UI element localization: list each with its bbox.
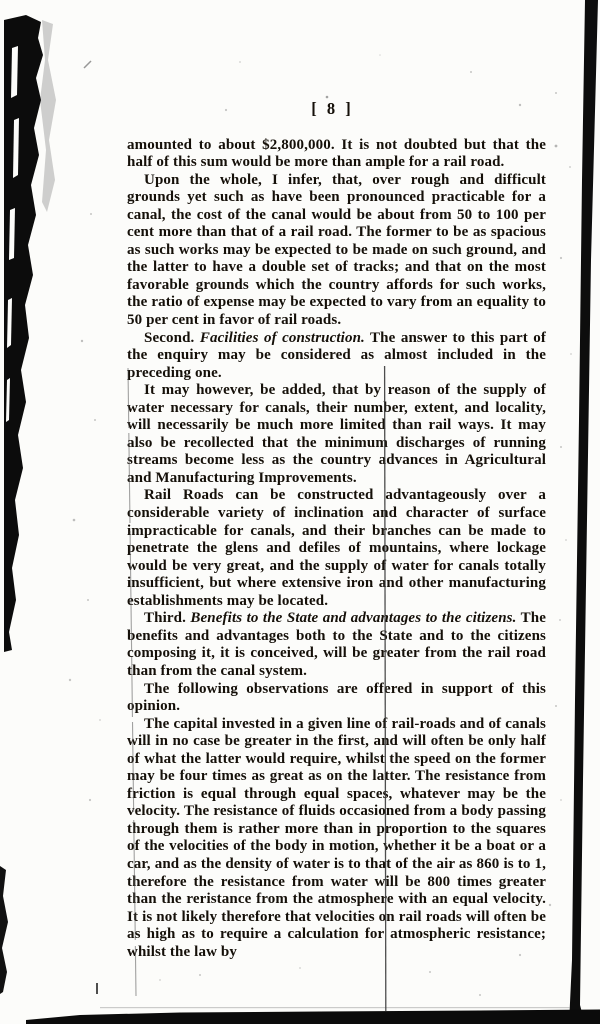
paragraph-2: [127, 172, 546, 330]
text-run: Rail Roads can be constructed advantageously over a considerable variety of inclination and character of surface impracticable for canals, and their branches can be made to penetrate the glens and defiles of mountains, where lockage would be very great, and the supply of water for canals totally insufficient, but where extensive iron and other manufacturing establishments may be located.: [127, 487, 546, 609]
text-run: The capital invested in a given line of rail-roads and of canals will in no case be greater in the first, and will often be only half of what the latter would require, whilst the speed on the former may be four times as great as on the latter. The resistance from friction is equal through equal spaces, whatever may be the velocity. The resistance of fluids occasioned from a body passing through them is rather more than in proportion to the squares of the velocities of the body in motion, whether it be a boat or a car, and as the density of water is to that of the air as 860 is to 1, therefore the resistance from water will be 800 times greater than the reristance from the atmosphere with an equal velocity. It is not likely therefore that velocities on rail roads will often be as high as to require a calculation for atmospheric resistance; whilst the law by: [127, 715, 546, 960]
text-run: Second.: [144, 329, 200, 346]
page-number: [ 8 ]: [311, 99, 354, 118]
page-text: [127, 100, 546, 961]
text-run: The answer to this part of the enquiry may be considered as almost included in the preceding one.: [127, 329, 546, 381]
text-run: Third.: [144, 610, 191, 627]
text-run: It may however, be added, that by reason of the supply of water necessary for canals, their number, extent, and locality, will necessarily be much more limited than rail ways. It may also be recollected that the minimum discharges of running streams become less as the country advances in Agricultural and Manufacturing Improvements.: [127, 382, 546, 486]
left-edge-scan-artifact: [0, 15, 98, 994]
paragraph-3: [127, 330, 546, 383]
paragraph-8: [127, 716, 546, 962]
text-run: Upon the whole, I infer, that, over rough and difficult grounds yet such as have been pronounced practicable for a canal, the cost of the canal would be about from 50 to 100 per cent more than that of a rail road. The former to be as spacious as such works may be expected to be made on such ground, and the latter to have a double set of tracks; and that on the most favorable grounds which the country affords for such works, the ratio of expense may be expected to vary from an equality to 50 per cent in favor of rail roads.: [127, 171, 546, 329]
bottom-edge-scan-artifact: [26, 1007, 600, 1024]
text-run: The following observations are offered in support of this opinion.: [127, 680, 546, 715]
text-run: amounted to about $2,800,000. It is not doubted but that the half of this sum would be more than ample for a rail road.: [127, 136, 546, 171]
paragraph-4: [127, 382, 546, 487]
paragraph-1: [127, 137, 546, 172]
paragraph-7: [127, 681, 546, 716]
paragraph-5: [127, 487, 546, 610]
right-edge-scan-artifact: [569, 0, 598, 1024]
italic-phrase: Facilities of construction.: [199, 329, 365, 346]
italic-phrase: Benefits to the State and advantages to the citizens.: [190, 610, 517, 627]
paragraph-6: [127, 610, 546, 680]
text-run: The benefits and advantages both to the State and to the citizens composing it, it is conceived, will be greater from the rail road than from the canal system.: [127, 610, 547, 679]
